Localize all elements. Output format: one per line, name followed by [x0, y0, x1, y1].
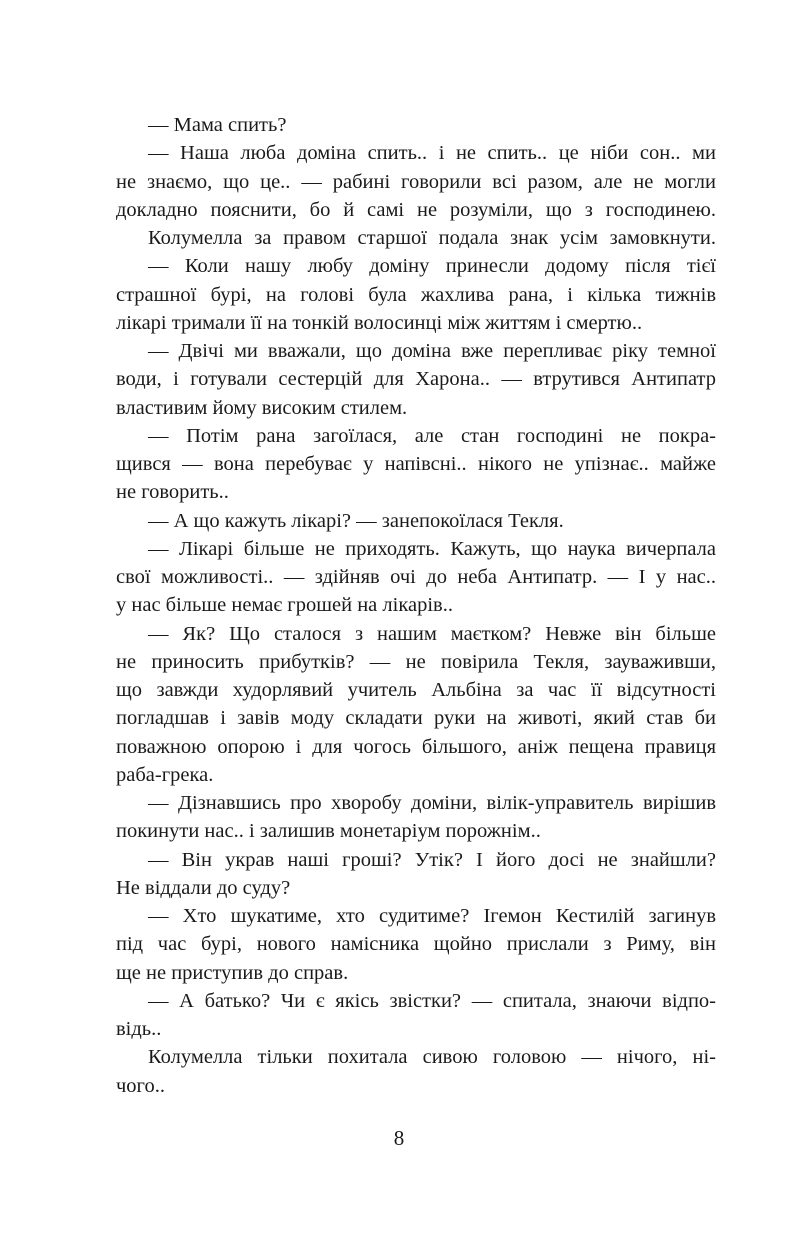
text-line: Колумелла за правом старшої подала знак усім замовкнути.	[148, 227, 716, 249]
text-line: під час бурі, нового намісника щойно прислали з Риму, він	[116, 933, 716, 956]
text-line: — Коли нашу любу доміну принесли додому після тієї	[148, 255, 716, 278]
text-line: — Хто шукатиме, хто судитиме? Ігемон Кестилій загинув	[148, 905, 716, 927]
text-line: лікарі тримали її на тонкій волосинці між життям і смертю..	[116, 311, 643, 334]
text-line: докладно пояснити, бо й самі не розуміли, що з господинею.	[116, 198, 716, 221]
text-line: погладшав і завів моду складати руки на животі, який став би	[116, 707, 716, 730]
text-line: — Він украв наші гроші? Утік? І його досі не знайшли?	[148, 848, 716, 871]
text-line: не приносить прибутків? — не повірила Текля, зауваживши,	[116, 650, 716, 673]
text-line: води, і готували сестерцій для Харона.. — втрутився Антипатр	[116, 368, 716, 391]
text-line: — Дізнавшись про хворобу доміни, вілік-управитель вирішив	[148, 792, 716, 814]
page-text	[116, 111, 716, 1100]
text-line: — Лікарі більше не приходять. Кажуть, що наука вичерпала	[148, 537, 716, 560]
text-line: страшної бурі, на голові була жахлива рана, і кілька тижнів	[116, 283, 716, 306]
text-line: — Наша люба доміна спить.. і не спить.. це ніби сон.. ми	[148, 142, 716, 165]
text-line: — А батько? Чи є якісь звістки? — спитала, знаючи відпо-	[148, 989, 716, 1012]
text-line: щився — вона перебуває у напівсні.. нікого не упізнає.. майже	[116, 453, 716, 475]
page-number: 8	[393, 1126, 405, 1150]
text-line: що завжди худорлявий учитель Альбіна за час її відсутності	[116, 679, 716, 701]
text-line: чого..	[116, 1074, 165, 1097]
text-line: ще не приступив до справ.	[116, 961, 349, 984]
text-line: — Мама спить?	[148, 114, 287, 136]
text-line: Колумелла тільки похитала сивою головою — нічого, ні-	[148, 1046, 716, 1069]
text-line: не говорить..	[116, 481, 229, 504]
text-line: відь..	[116, 1018, 162, 1040]
text-line: Не віддали до суду?	[116, 876, 291, 899]
text-line: раба-грека.	[116, 763, 214, 786]
text-line: не знаємо, що це.. — рабині говорили всі разом, але не могли	[116, 170, 716, 193]
text-line: — Двічі ми вважали, що доміна вже перепливає ріку темної	[148, 340, 716, 362]
text-line: — А що кажуть лікарі? — занепокоїлася Текля.	[148, 509, 564, 532]
text-line: — Як? Що сталося з нашим маєтком? Невже він більше	[148, 622, 716, 645]
text-line: у нас більше немає грошей на лікарів..	[116, 594, 453, 617]
text-line: свої можливості.. — здійняв очі до неба Антипатр. — І у нас..	[116, 566, 716, 588]
text-line: — Потім рана загоїлася, але стан господині не покра-	[148, 424, 716, 447]
text-line: властивим йому високим стилем.	[116, 396, 408, 419]
text-line: покинути нас.. і залишив монетаріум порожнім..	[116, 820, 541, 843]
text-line: поважною опорою і для чогось більшого, аніж пещена правиця	[116, 735, 716, 758]
